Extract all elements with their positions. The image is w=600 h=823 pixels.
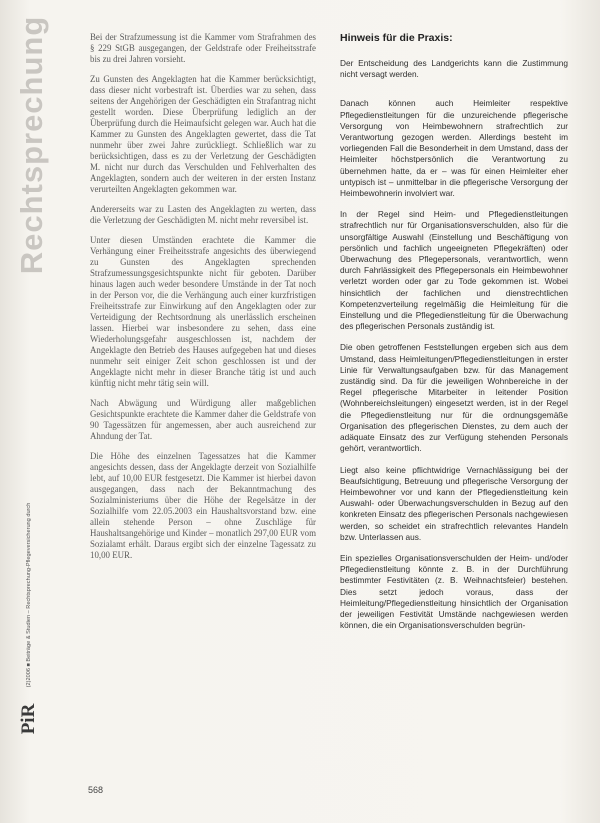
left-paragraph: Nach Abwägung und Würdigung aller maßgeblichen Gesichtspunkte erachtete die Kammer daher die Geldstrafe von 90 Tagessätzen für angemessen, aber auch ausreichend zur Ahndung der Tat.: [90, 398, 316, 441]
right-paragraph: Die oben getroffenen Feststellungen ergeben sich aus dem Umstand, dass Heimleitungen/Pflegedienstleitungen in erster Linie für Verwaltungsaufgaben bzw. für das Management zuständig sind. Da für die jeweiligen Wohnbereiche in der Regel pflegerische Mitarbeiter in leitender Position (Wohnbereichsleitungen) eingesetzt werden, ist in der Regel die Pflegedienstleitung nur für die ordnungsgemäße Organisation des pflegerischen Dienstes, zu dem auch der adäquate Einsatz des zur Verfügung stehenden Personals gehört, verantwortlich.: [340, 342, 568, 454]
practice-note-heading: Hinweis für die Praxis:: [340, 32, 453, 44]
left-paragraph: Zu Gunsten des Angeklagten hat die Kammer berücksichtigt, dass dieser nicht vorbestraft ist. Überdies war zu sehen, dass seitens der Angehörigen der Geschädigten ein Strafantrag nicht gestellt worden. Diese Überprüfung lediglich an der Überprüfung durch die Heimaufsicht gelegen war. Auch hat die Kammer zu Gunsten des Angeklagten gewertet, dass die Tat nunmehr über zwei Jahre zurückliegt. Schließlich war zu berücksichtigen, dass es zu der Verletzung der Geschädigten M. nicht nur durch das Verschulden und Fehlverhalten des Angeklagten, sondern auch der weiteren in der ersten Instanz verurteilten Angeklagten gekommen war.: [90, 74, 316, 194]
left-paragraph: Unter diesen Umständen erachtete die Kammer die Verhängung einer Freiheitsstrafe angesichts des überwiegend zu Gunsten des Angeklagten sprechenden Strafzumessungsgesichtspunkte nicht für geboten. Darüber hinaus lagen auch weder besondere Umstände in der Tat noch in der Person vor, die die Verhängung auch einer kurzfristigen Freiheitsstrafe zur Einwirkung auf den Angeklagten oder zur Verteidigung der Rechtsordnung als unerlässlich erscheinen lassen. Hierbei war insbesondere zu sehen, dass eine Wiederholungsgefahr ausgeschlossen ist, nachdem der Angeklagte den Betrieb des Hauses aufgegeben hat und dieses nunmehr seit einiger Zeit schon geschlossen ist und der Angeklagte nicht mehr in dieser Branche tätig ist und auch künftig nicht mehr tätig sein will.: [90, 235, 316, 388]
issue-credit-vertical: [12, 500, 46, 690]
page-number: 568: [88, 785, 104, 795]
practice-note-column: [340, 32, 568, 641]
right-paragraph: Ein spezielles Organisationsverschulden der Heim- und/oder Pflegedienstleitung könnte z. B. in der Durchführung bestimmter Festivitäten (z. B. Weihnachtsfeier) bestehen. Dies setzt jedoch voraus, dass der Heimleitung/Pflegedienstleitung hinsichtlich der Organisation der jeweiligen Festivität Umstände nachgewiesen werden können, die ein Organisationsverschulden begrün-: [340, 552, 568, 631]
left-paragraph: Die Höhe des einzelnen Tagessatzes hat die Kammer angesichts dessen, dass der Angeklagte derzeit von Sozialhilfe lebt, auf 10,00 EUR festgesetzt. Die Kammer ist hierbei davon ausgegangen, dass nach der Bekanntmachung des Sozialministeriums über die Höhe der Regelsätze in der Sozialhilfe vom 22.05.2003 ein Haushaltsvorstand bzw. eine allein stehende Person – ohne Zuschläge für Haushaltsangehörige und Kinder – monatlich 297,00 EUR vom Sozialamt erhält. Daraus ergibt sich der einzelne Tagessatz zu 10,00 EUR.: [90, 451, 316, 560]
section-title-vertical: [10, 15, 54, 275]
left-paragraph: Bei der Strafzumessung ist die Kammer vom Strafrahmen des § 229 StGB ausgegangen, der Geldstrafe oder Freiheitsstrafe bis zu drei Jahren vorsieht.: [90, 32, 316, 64]
left-text-column: [90, 32, 316, 570]
issue-credit-text: (2)2006 ■ Beiträge & Studien – Rechtsprechung-Pflegeversicherung durch: [26, 502, 32, 688]
section-title-text: Rechtsprechung: [14, 15, 49, 275]
right-paragraph: In der Regel sind Heim- und Pflegedienstleitungen strafrechtlich nur für Organisationsverschulden, also für die unsorgfältige Auswahl (Einstellung und Beschäftigung von persönlich und fachlich ungeeigneten Pflegekräften) oder Überwachung des Pflegepersonals, verantwortlich, wenn durch Fahrlässigkeit des Pflegepersonals ein Heimbewohner verletzt worden oder gar zu Tode gekommen ist. Wobei hinsichtlich der fachlichen und dienstrechtlichen Kompetenzverteilung regelmäßig die Heimleitung für die Einstellung und die Pflegedienstleitung für die Überwachung des pflegerischen Personals zuständig ist.: [340, 209, 568, 332]
right-paragraph: Der Entscheidung des Landgerichts kann die Zustimmung nicht versagt werden.: [340, 58, 568, 80]
journal-logo-text: PiR: [18, 703, 39, 735]
right-paragraph: Liegt also keine pflichtwidrige Vernachlässigung bei der Beaufsichtigung, Betreuung und pflegerische Versorgung der Heimbewohner vor und kann der Pflegedienstleitung kein Auswahl- oder Überwachungsverschulden in Bezug auf den konkreten Einsatz des pflegerischen Personals nachgewiesen werden, so scheidet ein strafrechtlich relevantes Handeln bzw. Unterlassen aus.: [340, 464, 568, 542]
left-paragraph: Andererseits war zu Lasten des Angeklagten zu werten, dass die Verletzung der Geschädigten M. nicht mehr reversibel ist.: [90, 204, 316, 225]
journal-logo: [14, 703, 44, 735]
right-paragraph: Danach können auch Heimleiter respektive Pflegedienstleitungen für die unzureichende pflegerische Versorgung von Heimbewohnern strafrechtlich zur Verantwortung gezogen werden. Allerdings besteht im vorliegenden Fall die Besonderheit in dem Umstand, dass der Heimleiter höchstpersönlich die Verantwortung zu übernehmen hatte, da er – was für einen Heimleiter eher untypisch ist – unmittelbar in die pflegerische Versorgung der Heimbewohnerin involviert war.: [340, 98, 568, 199]
